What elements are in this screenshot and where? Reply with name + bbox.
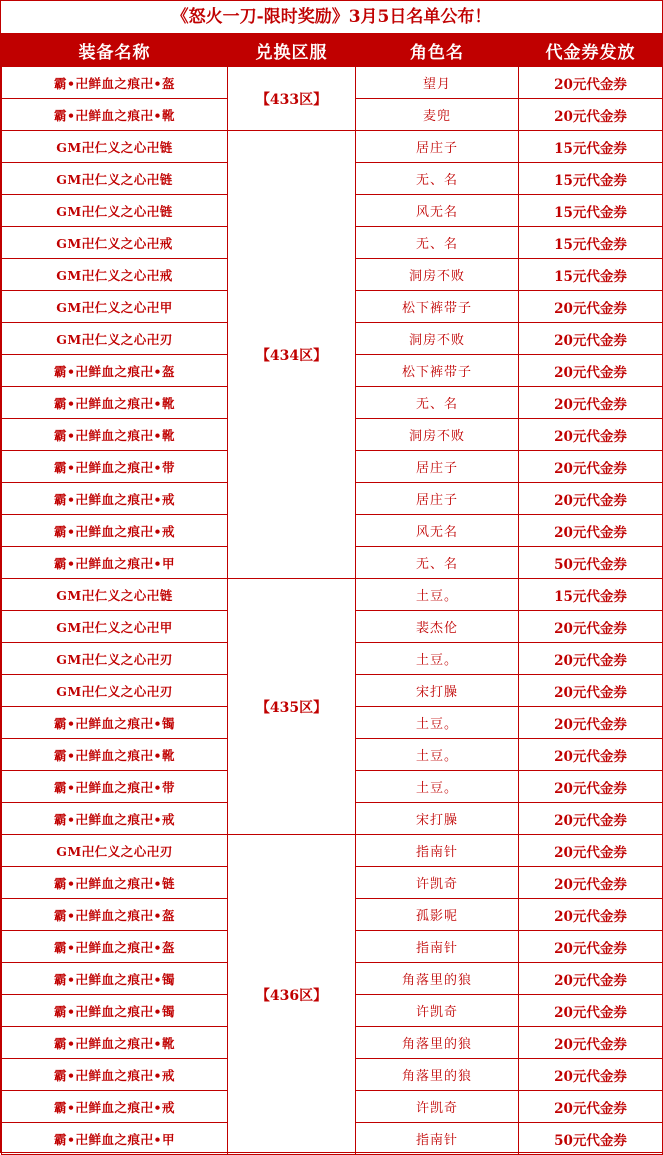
- coupon-cell: 50元代金券: [519, 1123, 663, 1155]
- page-title: 《怒火一刀-限时奖励》3月5日名单公布！: [1, 1, 662, 34]
- item-name-cell: 霸•卍鲜血之痕卍•带: [2, 771, 228, 803]
- item-name-cell: GM卍仁义之心卍链: [2, 195, 228, 227]
- item-name-cell: GM卍仁义之心卍刃: [2, 643, 228, 675]
- coupon-cell: 20元代金券: [519, 515, 663, 547]
- item-name-cell: 霸•卍鲜血之痕卍•镯: [2, 995, 228, 1027]
- role-name-cell: 指南针: [356, 931, 519, 963]
- role-name-cell: 宋打臊: [356, 803, 519, 835]
- coupon-cell: 20元代金券: [519, 867, 663, 899]
- coupon-cell: 20元代金券: [519, 643, 663, 675]
- role-name-cell: 指南针: [356, 835, 519, 867]
- column-header-zone: 兑换区服: [228, 35, 356, 67]
- item-name-cell: 霸•卍鲜血之痕卍•靴: [2, 419, 228, 451]
- coupon-cell: 20元代金券: [519, 675, 663, 707]
- column-header-item: 装备名称: [2, 35, 228, 67]
- table-row: [2, 67, 663, 99]
- role-name-cell: 无、名: [356, 163, 519, 195]
- role-name-cell: 宋打臊: [356, 675, 519, 707]
- coupon-cell: 20元代金券: [519, 355, 663, 387]
- role-name-cell: 许凯奇: [356, 1091, 519, 1123]
- role-name-cell: 角落里的狼: [356, 1059, 519, 1091]
- coupon-cell: 20元代金券: [519, 387, 663, 419]
- item-name-cell: 霸•卍鲜血之痕卍•靴: [2, 387, 228, 419]
- role-name-cell: 土豆。: [356, 739, 519, 771]
- item-name-cell: GM卍仁义之心卍链: [2, 131, 228, 163]
- coupon-cell: 20元代金券: [519, 835, 663, 867]
- role-name-cell: 许凯奇: [356, 867, 519, 899]
- role-name-cell: 孤影呢: [356, 899, 519, 931]
- table-header-row: [2, 35, 663, 67]
- item-name-cell: GM卍仁义之心卍刃: [2, 323, 228, 355]
- table-row: [2, 835, 663, 867]
- coupon-cell: 20元代金券: [519, 931, 663, 963]
- role-name-cell: 风无名: [356, 515, 519, 547]
- coupon-cell: 15元代金券: [519, 195, 663, 227]
- item-name-cell: 霸•卍鲜血之痕卍•带: [2, 451, 228, 483]
- item-name-cell: 霸•卍鲜血之痕卍•戒: [2, 1059, 228, 1091]
- item-name-cell: 霸•卍鲜血之痕卍•靴: [2, 1027, 228, 1059]
- role-name-cell: 洞房不败: [356, 419, 519, 451]
- role-name-cell: 居庄子: [356, 451, 519, 483]
- role-name-cell: 土豆。: [356, 579, 519, 611]
- item-name-cell: 霸•卍鲜血之痕卍•盔: [2, 355, 228, 387]
- role-name-cell: 望月: [356, 67, 519, 99]
- item-name-cell: 霸•卍鲜血之痕卍•盔: [2, 899, 228, 931]
- coupon-cell: 20元代金券: [519, 451, 663, 483]
- zone-cell: 【434区】: [228, 131, 356, 579]
- coupon-cell: 15元代金券: [519, 259, 663, 291]
- item-name-cell: GM卍仁义之心卍甲: [2, 291, 228, 323]
- coupon-cell: 20元代金券: [519, 739, 663, 771]
- item-name-cell: 霸•卍鲜血之痕卍•靴: [2, 99, 228, 131]
- item-name-cell: GM卍仁义之心卍刃: [2, 835, 228, 867]
- role-name-cell: 洞房不败: [356, 259, 519, 291]
- item-name-cell: GM卍仁义之心卍链: [2, 163, 228, 195]
- coupon-cell: 50元代金券: [519, 547, 663, 579]
- column-header-role: 角色名: [356, 35, 519, 67]
- item-name-cell: 霸•卍鲜血之痕卍•盔: [2, 67, 228, 99]
- item-name-cell: 霸•卍鲜血之痕卍•戒: [2, 1091, 228, 1123]
- role-name-cell: 土豆。: [356, 643, 519, 675]
- item-name-cell: GM卍仁义之心卍刃: [2, 675, 228, 707]
- coupon-cell: 20元代金券: [519, 99, 663, 131]
- coupon-cell: 20元代金券: [519, 1059, 663, 1091]
- item-name-cell: 霸•卍鲜血之痕卍•链: [2, 867, 228, 899]
- coupon-cell: 15元代金券: [519, 579, 663, 611]
- zone-cell: 【433区】: [228, 67, 356, 131]
- role-name-cell: 居庄子: [356, 483, 519, 515]
- item-name-cell: 霸•卍鲜血之痕卍•戒: [2, 515, 228, 547]
- item-name-cell: 霸•卍鲜血之痕卍•盔: [2, 931, 228, 963]
- role-name-cell: 无、名: [356, 387, 519, 419]
- reward-table: [1, 34, 663, 1155]
- item-name-cell: GM卍仁义之心卍戒: [2, 227, 228, 259]
- item-name-cell: GM卍仁义之心卍戒: [2, 259, 228, 291]
- role-name-cell: 麦兜: [356, 99, 519, 131]
- coupon-cell: 20元代金券: [519, 419, 663, 451]
- role-name-cell: 土豆。: [356, 707, 519, 739]
- item-name-cell: 霸•卍鲜血之痕卍•甲: [2, 547, 228, 579]
- coupon-cell: 20元代金券: [519, 323, 663, 355]
- item-name-cell: 霸•卍鲜血之痕卍•镯: [2, 707, 228, 739]
- table-row: [2, 131, 663, 163]
- item-name-cell: GM卍仁义之心卍甲: [2, 611, 228, 643]
- role-name-cell: 角落里的狼: [356, 963, 519, 995]
- role-name-cell: 松下裤带子: [356, 291, 519, 323]
- zone-cell: 【435区】: [228, 579, 356, 835]
- role-name-cell: 角落里的狼: [356, 1027, 519, 1059]
- role-name-cell: 许凯奇: [356, 995, 519, 1027]
- role-name-cell: 居庄子: [356, 131, 519, 163]
- coupon-cell: 20元代金券: [519, 1091, 663, 1123]
- role-name-cell: 无、名: [356, 227, 519, 259]
- table-row: [2, 579, 663, 611]
- coupon-cell: 15元代金券: [519, 227, 663, 259]
- coupon-cell: 20元代金券: [519, 611, 663, 643]
- role-name-cell: 无、名: [356, 547, 519, 579]
- zone-cell: 【436区】: [228, 835, 356, 1155]
- item-name-cell: 霸•卍鲜血之痕卍•镯: [2, 963, 228, 995]
- role-name-cell: 风无名: [356, 195, 519, 227]
- coupon-cell: 15元代金券: [519, 131, 663, 163]
- coupon-cell: 20元代金券: [519, 291, 663, 323]
- role-name-cell: 指南针: [356, 1123, 519, 1155]
- role-name-cell: 洞房不败: [356, 323, 519, 355]
- coupon-cell: 20元代金券: [519, 707, 663, 739]
- role-name-cell: 松下裤带子: [356, 355, 519, 387]
- item-name-cell: 霸•卍鲜血之痕卍•甲: [2, 1123, 228, 1155]
- coupon-cell: 20元代金券: [519, 803, 663, 835]
- coupon-cell: 20元代金券: [519, 1027, 663, 1059]
- coupon-cell: 20元代金券: [519, 67, 663, 99]
- item-name-cell: 霸•卍鲜血之痕卍•靴: [2, 739, 228, 771]
- item-name-cell: 霸•卍鲜血之痕卍•戒: [2, 803, 228, 835]
- role-name-cell: 裴杰伦: [356, 611, 519, 643]
- column-header-coupon: 代金券发放: [519, 35, 663, 67]
- coupon-cell: 20元代金券: [519, 899, 663, 931]
- coupon-cell: 20元代金券: [519, 771, 663, 803]
- coupon-cell: 15元代金券: [519, 163, 663, 195]
- item-name-cell: GM卍仁义之心卍链: [2, 579, 228, 611]
- item-name-cell: 霸•卍鲜血之痕卍•戒: [2, 483, 228, 515]
- coupon-cell: 20元代金券: [519, 963, 663, 995]
- coupon-cell: 20元代金券: [519, 483, 663, 515]
- role-name-cell: 土豆。: [356, 771, 519, 803]
- table-body: [2, 67, 663, 1155]
- coupon-cell: 20元代金券: [519, 995, 663, 1027]
